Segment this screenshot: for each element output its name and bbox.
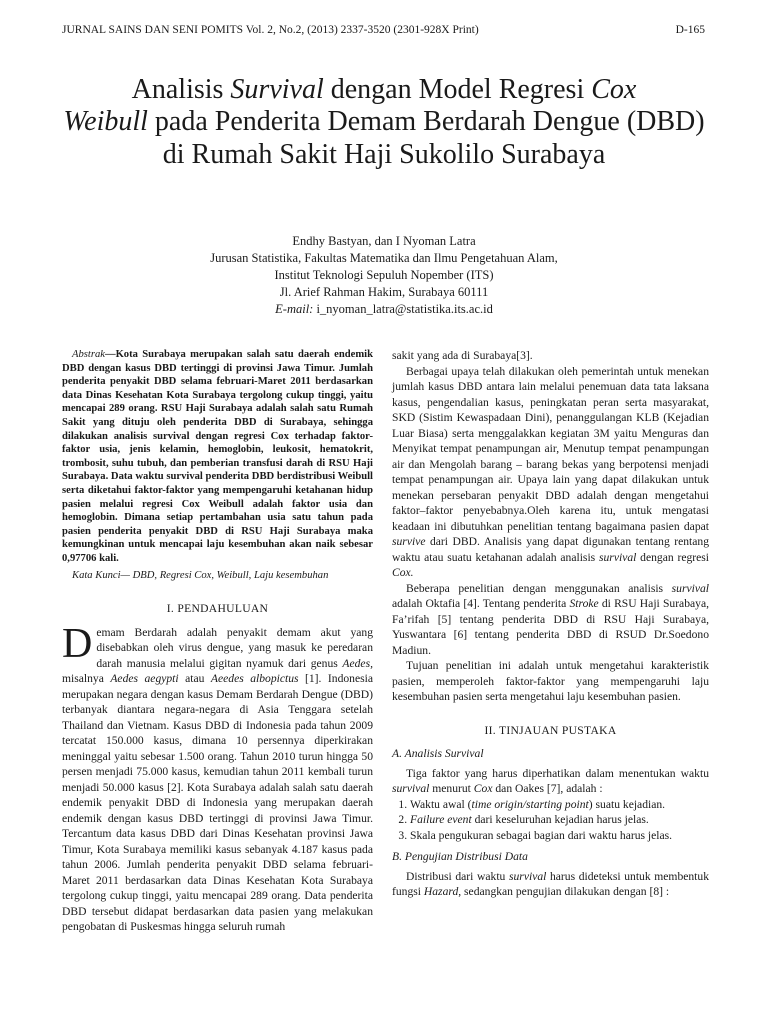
running-header bbox=[62, 24, 705, 36]
left-column bbox=[62, 348, 373, 935]
affiliation-institute: Institut Teknologi Sepuluh Nopember (ITS) bbox=[274, 268, 494, 282]
subsection-heading: B. Pengujian Distribusi Data bbox=[392, 850, 528, 863]
author-names: Endhy Bastyan, dan I Nyoman Latra bbox=[292, 234, 476, 248]
criteria-list bbox=[392, 797, 709, 844]
paragraph: sakit yang ada di Surabaya[3]. bbox=[392, 349, 533, 362]
right-column bbox=[392, 348, 709, 900]
author-block bbox=[62, 233, 706, 318]
paragraph: Tiga faktor yang harus diperhatikan dalam menentukan waktu survival menurut Cox dan Oakes [7], adalah : bbox=[392, 766, 709, 795]
page-number: D-165 bbox=[675, 24, 705, 36]
section-heading-review: II. TINJAUAN PUSTAKA bbox=[484, 723, 617, 737]
section-heading-intro: I. PENDAHULUAN bbox=[166, 602, 269, 615]
paragraph: Distribusi dari waktu survival harus dideteksi untuk membentuk fungsi Hazard, sedangkan pengujian dilakukan dengan [8] : bbox=[392, 869, 709, 898]
paper-title: Analisis Survival dengan Model Regresi Cox Weibull pada Penderita Demam Berdarah Dengue (DBD) di Rumah Sakit Haji Sukolilo Surabaya bbox=[63, 74, 705, 170]
journal-info: JURNAL SAINS DAN SENI POMITS Vol. 2, No.2, (2013) 2337-3520 (2301-928X Print) bbox=[62, 24, 479, 36]
author-email: E-mail: i_nyoman_latra@statistika.its.ac.id bbox=[275, 302, 493, 316]
intro-paragraph: Demam Berdarah adalah penyakit demam akut yang disebabkan oleh virus dengue, yang masuk ke peredaran darah manusia melalui gigitan nyamuk dari genus Aedes, misalnya Aedes aegypti atau Aeedes albopictus [1]. Indonesia merupakan negara dengan kasus Demam Berdarah Dengue (DBD) terbanyak diantara negara-negara di Asia Tenggara setelah Thailand dan Vietnam. Kasus DBD di Indonesia pada tahun 2009 tercatat 150.000 kasus, dimana 10 persennya diperkirakan meninggal yaitu sebesar 1.500 orang. Tahun 2010 turun hingga 50 persen menjadi 75.000 kasus, kemudian tahun 2011 kembali turun menjadi 50.000 kasus [2]. Kota Surabaya adalah salah satu daerah endemik penyakit DBD di Indonesia yang merupakan daerah endemik dengan kasus DBD tertinggi di provinsi Jawa Timur. Tercantum data kasus DBD dari Dinas Kesehatan provinsi Jawa Timur, Kota Surabaya memiliki kasus sebanyak 4.187 kasus pada tahun 2006. Jumlah penderita penyakit DBD selama februari-Maret 2011 berdasarkan data Dinas Kesehatan Kota Surabaya tergolong cukup tinggi, yaitu mencapai 289 orang. Data penderita DBD tersebut didapat berdasarkan data pasien yang melakukan pengobatan di Puskesmas hingga seluruh rumah bbox=[62, 620, 373, 933]
affiliation-address: Jl. Arief Rahman Hakim, Surabaya 60111 bbox=[279, 285, 489, 299]
affiliation-dept: Jurusan Statistika, Fakultas Matematika dan Ilmu Pengetahuan Alam, bbox=[210, 251, 558, 265]
list-item: 1. Waktu awal (time origin/starting point) suatu kejadian. bbox=[410, 797, 709, 813]
paragraph: Berbagai upaya telah dilakukan oleh pemerintah untuk menekan jumlah kasus DBD antara lain melalui penemuan data tata laksana kasus, pengendalian kasus, peningkatan peran serta masyarakat, SKD (Sistim Kewaspadaan Dini), penanggulangan KLB (Kejadian Luar Biasa) serta menggalakkan kegiatan 3M yaitu Menguras dan Menyikat tempat penampungan air, Menutup tempat penampungan air dan Mengolah barang – barang bekas yang berpotensi menjadi tempat penampungan air. Upaya lain yang dapat dilakukan untuk menekan persebaran penyakit DBD adalah dengan mengetahui faktor–faktor penyebabnya.Oleh karena itu, untuk mengatasi keadaan ini dibutuhkan penelitian tentang bagaimana pasien dapat survive dari DBD. Analisis yang dapat digunakan tentang rentang waktu atau suatu ketahanan adalah analisis survival dengan regresi Cox. bbox=[392, 364, 709, 579]
list-item: 2. Failure event dari keseluruhan kejadian harus jelas. bbox=[410, 812, 709, 828]
paragraph: Beberapa penelitian dengan menggunakan analisis survival adalah Oktafia [4]. Tentang penderita Stroke di RSU Haji Surabaya, Fa’rifah [5] tentang penderita DBD di RSU Haji Surabaya, Yuswantara [6] tentang penderita DBD di RSUD Dr.Soedono Madiun. bbox=[392, 581, 709, 657]
abstract: Abstrak—Kota Surabaya merupakan salah satu daerah endemik DBD dengan kasus DBD tertinggi di provinsi Jawa Timur. Jumlah penderita penyakit DBD selama februari-Maret 2011 berdasarkan data Dinas Kesehatan Kota Surabaya tergolong cukup tinggi, yaitu mencapai 289 orang. RSU Haji Surabaya adalah salah satu Rumah Sakit yang dituju oleh penderita DBD di Surabaya, sehingga dilakukan analisis survival dengan regresi Cox terhadap faktor-faktor usia, jenis kelamin, hemoglobin, leukosit, hematokrit, trombosit, suhu tubuh, dan pemberian transfusi darah di RSU Haji Surabaya. Data waktu survival penderita DBD berdistribusi Weibull serta diketahui faktor-faktor yang mempengaruhi ketahanan hidup pasien melalui regresi Cox Weibull adalah faktor usia dan hemoglobin. Dimana setiap pertambahan usia satu tahun pada pasien penderita penyakit DBD di RSU Haji Surabaya maka kemungkinan untuk mencapai laju kesembuhan akan naik sebesar 0,97706 kali. bbox=[62, 349, 373, 564]
drop-cap: D bbox=[62, 620, 93, 667]
subsection-heading: A. Analisis Survival bbox=[392, 747, 484, 760]
list-item: 3. Skala pengukuran sebagai bagian dari waktu harus jelas. bbox=[410, 828, 709, 844]
keywords: Kata Kunci— DBD, Regresi Cox, Weibull, Laju kesembuhan bbox=[72, 569, 329, 581]
paragraph: Tujuan penelitian ini adalah untuk mengetahui karakteristik pasien, memperoleh faktor-faktor yang mempengaruhi laju kesembuhan pasien serta mengetahui laju kesembuhan pasien. bbox=[392, 659, 709, 703]
